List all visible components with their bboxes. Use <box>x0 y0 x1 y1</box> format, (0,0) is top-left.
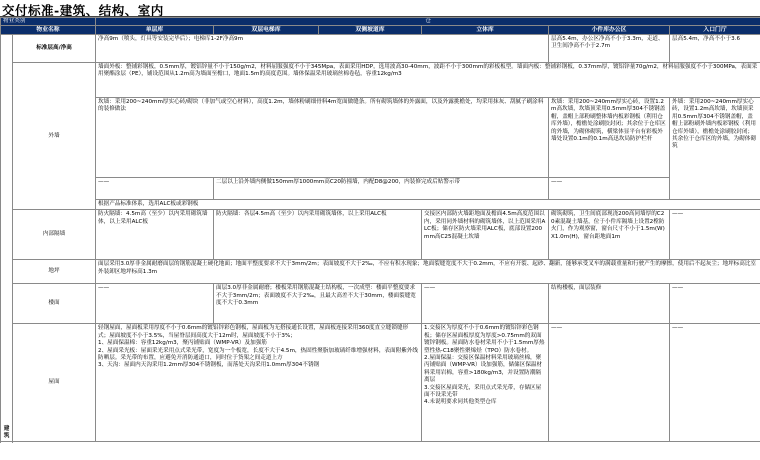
row-height-office: 层高5.4m，办公区净高不小于3.3m，走道、卫生间净高不小于2.7m <box>549 35 670 63</box>
row-exterior-fire <box>1 178 760 200</box>
row-slab-col1: —— <box>96 284 214 324</box>
row-height-main: 净高9m（喷头，灯具等安装完毕后）；电梯库1-2F净高9m <box>96 35 549 63</box>
row-roof-lobby: —— <box>670 324 760 442</box>
row-exterior-bottom-text: 根据产品标准体系，选用ALC板或彩钢板 <box>96 200 760 210</box>
row-exterior-board <box>1 63 760 98</box>
header-two-storey-elevator: 双层电梯库 <box>214 26 319 35</box>
header-ramp: 双侧坡道库 <box>319 26 422 35</box>
row-slab-label: 楼面 <box>13 284 96 324</box>
row-partition-office: 砌筑砌筑，卫生间底部现浇200高同墙厚的C20素混凝土墙基，位于小件库隔墙上设置2樘防火门，作为观察窗，窗台尺寸不小于1.5m(W)X1.0m(H)，窗台距地面1m <box>549 210 670 260</box>
header-row <box>1 26 760 35</box>
row-partition-label: 内部隔墙 <box>13 210 96 260</box>
row-partition-col4: 交接区内部防火墙距地面及檐面4.5m高度范围以内，采用同外墙材料的砌筑墙体，以上范围采用ALC板；储存区防火墙采用ALC板，底部设置200mm高C25混凝土坎墙 <box>422 210 549 260</box>
row-slab-lobby: —— <box>670 284 760 324</box>
header-office: 小件库办公区 <box>549 26 670 35</box>
row-slab-col4: —— <box>422 284 549 324</box>
delivery-standard-table <box>0 17 760 442</box>
row-roof-office: —— <box>549 324 670 442</box>
row-slab-office: 结构楼板，面层装修 <box>549 284 670 324</box>
row-exterior-fire-text: 二层以上沿外墙内侧做150mm厚1000mm高C20防撞墙，内配D8@200，内装修完成后贴警示带 <box>214 178 549 200</box>
row-exterior-board-text: 墙面外板：整铺彩钢板，0.5mm厚，镀铝锌量不小于150g/m2，材料屈服强度不小于345Mpa，表面采用HDP，选用波高30-40mm，波距不小于300mm的彩板板型。墙面内板：整铺彩钢板，0.37mm厚，镀铝锌量70g/m2，材料屈服强度不小于300MPa，表面采用聚酯涂层（PE），铺设范围从1.2m高为墙面至檐口，地面1.5m的高度范围。墙体保温采用玻璃丝棉卷毡，容重12kg/m3 <box>96 63 760 98</box>
category-value: 仓 <box>96 18 760 26</box>
row-exterior-fire-dash: —— <box>96 178 214 200</box>
group-building: 建筑 <box>1 35 13 442</box>
row-height-lobby: 层高5.4m，净高不小于3.6 <box>670 35 760 63</box>
row-height <box>1 35 760 63</box>
row-exterior-label: 外墙 <box>13 63 96 210</box>
row-slab <box>1 284 760 324</box>
row-roof-main: 轻钢屋面，屋面板采用厚度不小于0.6mm的镀铝锌彩色钢板，屋面板为无搭接通长设置，屋面板连接采用360度直立缝锁缝形式；屋面坡度不小于3.5%，当屋脊层间高度大于12m时，屋面坡度不小于3%； 1、屋面保温棉：容重12kg/m3，聚丙铺贴面（WMP-VR）及加强筋 2、屋面采光板：屋面采光采用点式采光带，宽度为一个板宽，长度不大于4.5m，热固性聚脂加玻璃纤维增强材料，表面附紫外线防晒层。采光带的布置，应避免开消防通道口，同时位于货架之间走道上方 3、天沟：屋面内天沟采用1.2mm厚304不锈钢板，而落处天沟采用1.0mm厚304不锈钢 <box>96 324 422 442</box>
header-single-storey: 单层库 <box>96 26 214 35</box>
row-exterior-office: 坎墙：采用200~240mm厚实心砖，设置1.2m高坎墙，坎墙顶采用0.5mm厚304不锈钢盖帽，盖帽上部粉刷整体墙内板彩钢板（利用仓库外墙），檐檐处涂刷胶封闭；其余位于仓库区的外墙，为砌体砌筑，横梁体显平台有彩板外墙处设置0.1m的0.1m高迅坎局防护栏杆 <box>549 98 670 178</box>
row-exterior-bottom <box>1 200 760 210</box>
row-floor <box>1 260 760 284</box>
row-roof-col4: 1.交接区为厚度不小于0.6mm的镀铝锌彩色钢板；储存区屋面板厚度为厚度>0.75mm的双面镀锌钢板。屋面防水卷材采用不小于1.5mm厚热塑性热-C18聚性聚烯烃（TPO）防水卷材。 2.屋面保温：交接区保温材料采用玻璃丝棉，聚丙铺贴面（WMP-VR）设加强筋，储储区保温材料采用岩棉，容重>180kg/m3，并设置防潮隔离层 3.交接区屋面采光，采用点式采光带，存储区屋面不设采光带 4.未说明要求同其他类型仓库 <box>422 324 549 442</box>
page-title: 交付标准-建筑、结构、室内 <box>2 3 164 18</box>
row-roof <box>1 324 760 442</box>
row-partition-col1: 防火隔墙：4.5m高（至少）以内采用砌筑墙体，以上采用ALC板 <box>96 210 214 260</box>
row-partition <box>1 210 760 260</box>
row-partition-col2: 防火隔墙：各层4.5m高（至少）以内采用砌筑墙体，以上采用ALC板 <box>214 210 422 260</box>
row-exterior-masonry-text: 坎墙：采用200~240mm厚实心砖/砌块（非加气或空心材料），高度1.2m，墙体粉刷细骨料4m宽面做缝条。所有砌筑墙体的外露面，以及外露挑檐处，均采用抹灰、刮腻子刷涂料的装修做法 <box>96 98 549 178</box>
category-row <box>1 18 760 26</box>
header-item: 物业名称 <box>1 26 96 35</box>
header-lobby: 入口门厅 <box>670 26 760 35</box>
row-exterior-masonry <box>1 98 760 178</box>
row-floor-text: 面层采用3.0厚非金属耐磨面层的钢筋混凝土硬化地面；地面平整度要求不大于3mm/2m；表面坡度不大于2‰，不应有积水现象；地面裂缝宽度不大于0.2mm，不应有开裂、起砂、翻新，能够承受叉车的满载重量和行驶产生的摩擦，使用后不起灰尘；地坪标高比室外装卸区地坪标高1.3m <box>96 260 760 284</box>
row-exterior-lobby: 外墙：采用200~240mm厚实心砖，设置1.2m高坎墙，坎墙顶采用0.5mm厚304不锈钢盖帽，盖帽上部粉刷外墙内板彩钢板（利用仓库外墙），檐檐处涂刷胶封闭；其余位于仓库区的外墙，为砌体砌筑 <box>670 98 760 200</box>
row-height-label: 标准层高/净高 <box>13 35 96 63</box>
row-floor-label: 地坪 <box>13 260 96 284</box>
header-automated: 立体库 <box>422 26 549 35</box>
row-exterior-fire-office: —— <box>549 178 670 200</box>
row-slab-col2: 面层3.0厚非金属耐磨；楼板采用钢筋混凝土结构板，一次成型：楼面平整度要求不大于3mm/2m；表面坡度不大于2‰，且最大高差不大于30mm，楼面裂缝宽度不大于0.3mm <box>214 284 422 324</box>
row-roof-label: 屋面 <box>13 324 96 442</box>
row-partition-lobby: —— <box>670 210 760 260</box>
category-label: 物业类别 <box>1 18 96 26</box>
